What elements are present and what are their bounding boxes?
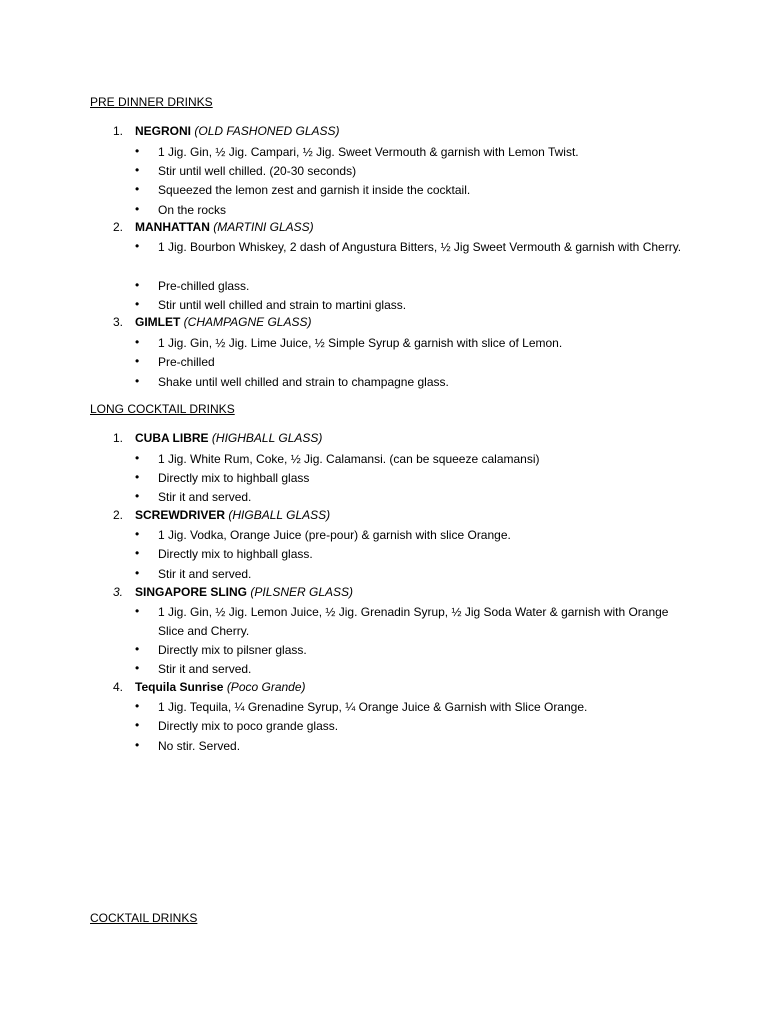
drink-name: NEGRONI [135, 124, 192, 138]
item-title-tequila-sunrise [135, 680, 306, 694]
item-title-cuba-libre [135, 431, 322, 445]
item-title-singapore-sling [135, 585, 353, 599]
item-number: 4. [113, 680, 124, 694]
drink-name: GIMLET [135, 315, 181, 329]
bullet-icon: • [135, 239, 140, 253]
bullet-icon: • [135, 354, 140, 368]
list-item: Stir until well chilled. (20-30 seconds) [158, 164, 357, 178]
bullet-icon: • [135, 489, 140, 503]
list-item: Directly mix to pilsner glass. [158, 643, 307, 657]
list-item: On the rocks [158, 203, 227, 217]
item-number: 2. [113, 508, 124, 522]
item-title-negroni [135, 124, 340, 138]
bullet-icon: • [135, 718, 140, 732]
item-title-gimlet [135, 315, 311, 329]
item-number: 3. [113, 315, 124, 329]
glass-type: (HIGHBALL GLASS) [211, 431, 323, 445]
list-item: Pre-chilled [158, 355, 215, 369]
bullet-icon: • [135, 163, 140, 177]
list-item: Squeezed the lemon zest and garnish it inside the cocktail. [158, 183, 471, 197]
bullet-icon: • [135, 604, 140, 618]
glass-type: (MARTINI GLASS) [213, 220, 314, 234]
list-item: Stir until well chilled and strain to martini glass. [158, 298, 407, 312]
section-heading-cocktail: COCKTAIL DRINKS [90, 911, 198, 925]
bullet-icon: • [135, 566, 140, 580]
drink-name: Tequila Sunrise [135, 680, 224, 694]
list-item: Stir it and served. [158, 567, 252, 581]
section-heading-long-cocktail: LONG COCKTAIL DRINKS [90, 402, 235, 416]
list-item: 1 Jig. Gin, ½ Jig. Campari, ½ Jig. Sweet Vermouth & garnish with Lemon Twist. [158, 145, 579, 159]
list-item: 1 Jig. Vodka, Orange Juice (pre-pour) & garnish with slice Orange. [158, 528, 511, 542]
list-item: No stir. Served. [158, 739, 241, 753]
item-title-screwdriver [135, 508, 330, 522]
list-item: Directly mix to highball glass. [158, 547, 313, 561]
bullet-icon: • [135, 527, 140, 541]
list-item: Shake until well chilled and strain to champagne glass. [158, 375, 449, 389]
item-number: 2. [113, 220, 124, 234]
list-item: Stir it and served. [158, 662, 252, 676]
item-number: 1. [113, 124, 124, 138]
bullet-icon: • [135, 278, 140, 292]
glass-type: (OLD FASHONED GLASS) [194, 124, 340, 138]
list-item: Pre-chilled glass. [158, 279, 250, 293]
list-item: Directly mix to poco grande glass. [158, 719, 339, 733]
bullet-icon: • [135, 297, 140, 311]
bullet-icon: • [135, 661, 140, 675]
bullet-icon: • [135, 182, 140, 196]
list-item: Stir it and served. [158, 490, 252, 504]
drink-name: SINGAPORE SLING [135, 585, 248, 599]
bullet-icon: • [135, 451, 140, 465]
glass-type: (PILSNER GLASS) [250, 585, 354, 599]
drink-name: CUBA LIBRE [135, 431, 209, 445]
bullet-icon: • [135, 202, 140, 216]
bullet-icon: • [135, 546, 140, 560]
bullet-icon: • [135, 699, 140, 713]
bullet-icon: • [135, 642, 140, 656]
bullet-icon: • [135, 144, 140, 158]
item-number: 3. [113, 585, 124, 599]
item-number: 1. [113, 431, 124, 445]
list-item: 1 Jig. Bourbon Whiskey, 2 dash of Angustura Bitters, ½ Jig Sweet Vermouth & garnish with Cherry. [158, 240, 682, 254]
list-item: 1 Jig. Gin, ½ Jig. Lime Juice, ½ Simple Syrup & garnish with slice of Lemon. [158, 336, 563, 350]
drink-name: MANHATTAN [135, 220, 210, 234]
list-item: 1 Jig. Gin, ½ Jig. Lemon Juice, ½ Jig. Grenadin Syrup, ½ Jig Soda Water & garnish with Orange Slice and Cherry. [158, 605, 669, 638]
list-item: 1 Jig. White Rum, Coke, ½ Jig. Calamansi. (can be squeeze calamansi) [158, 452, 540, 466]
section-heading-pre-dinner: PRE DINNER DRINKS [90, 95, 213, 109]
glass-type: (HIGBALL GLASS) [228, 508, 331, 522]
list-item: 1 Jig. Tequila, ¼ Grenadine Syrup, ¼ Orange Juice & Garnish with Slice Orange. [158, 700, 588, 714]
bullet-icon: • [135, 374, 140, 388]
bullet-icon: • [135, 470, 140, 484]
item-title-manhattan [135, 220, 314, 234]
list-item: Directly mix to highball glass [158, 471, 310, 485]
drink-name: SCREWDRIVER [135, 508, 226, 522]
glass-type: (Poco Grande) [226, 680, 306, 694]
glass-type: (CHAMPAGNE GLASS) [183, 315, 312, 329]
bullet-icon: • [135, 738, 140, 752]
bullet-icon: • [135, 335, 140, 349]
